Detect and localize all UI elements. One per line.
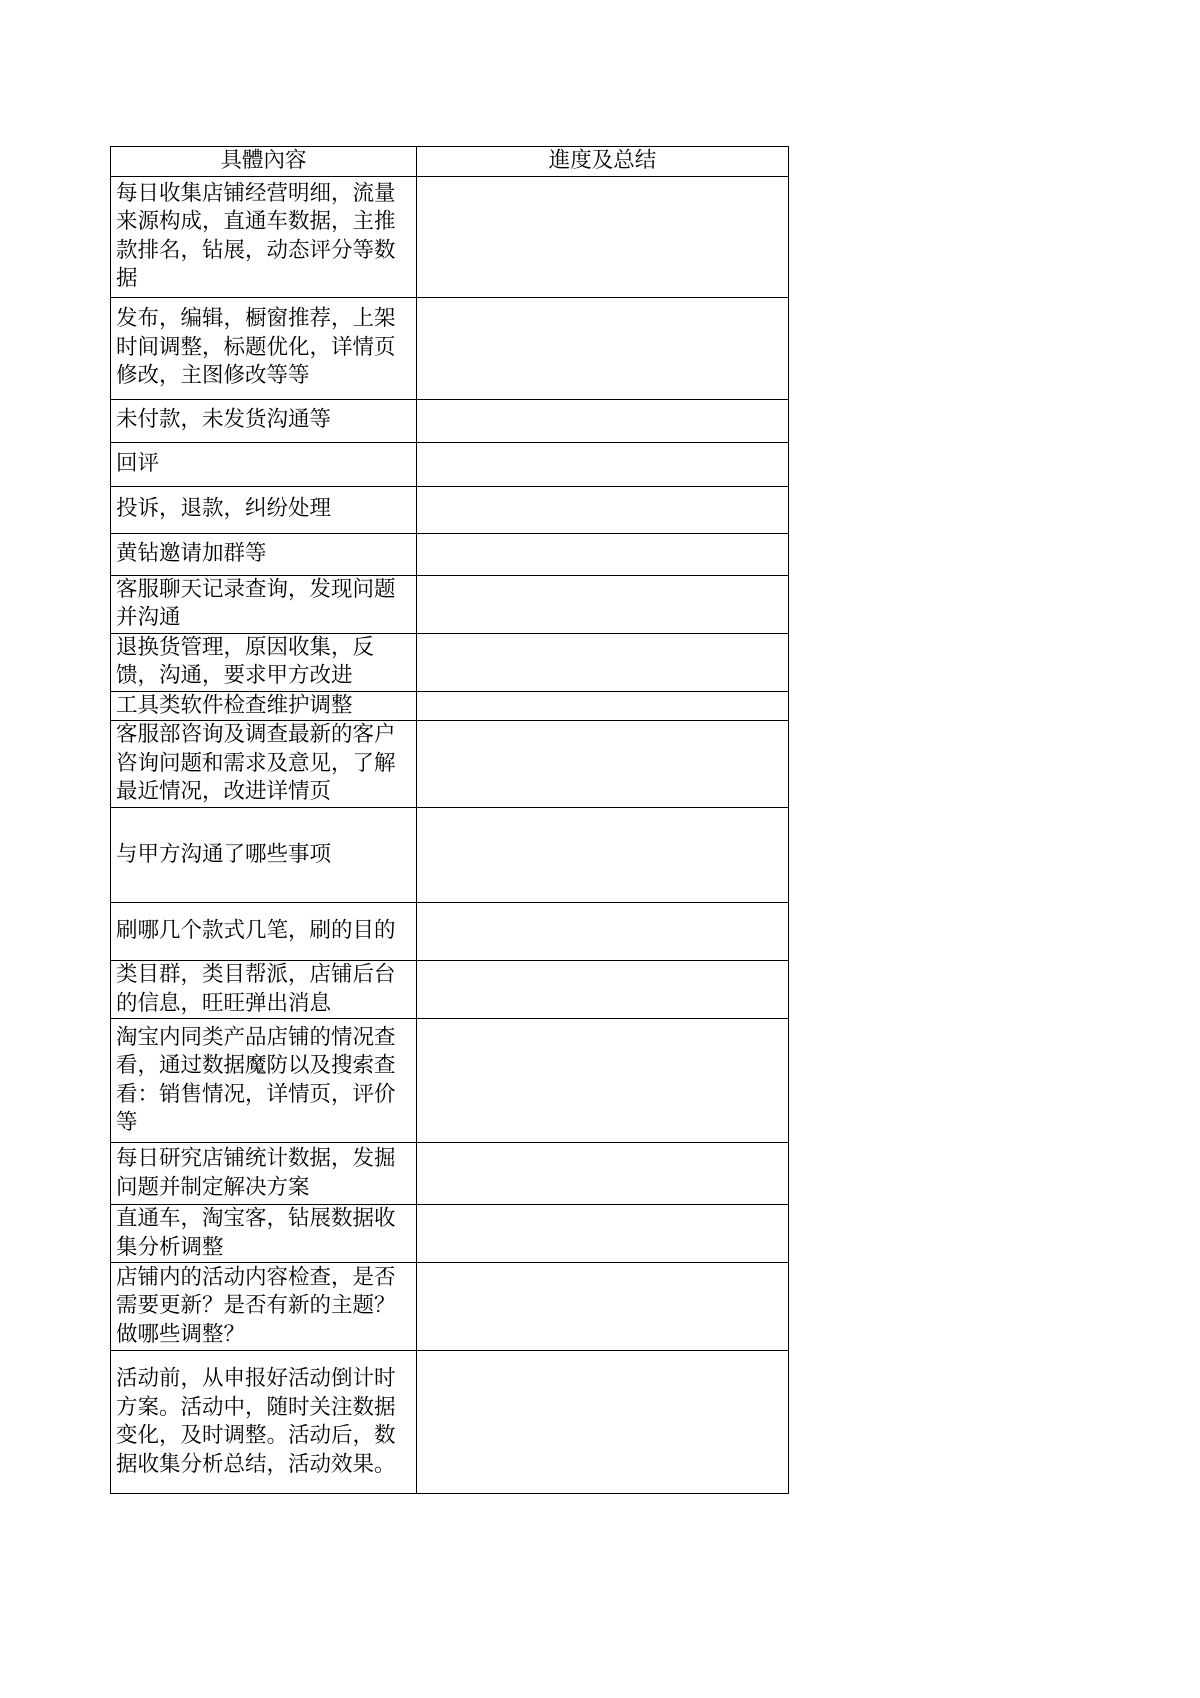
content-cell: 直通车，淘宝客，钻展数据收集分析调整 — [111, 1205, 417, 1263]
progress-cell[interactable] — [417, 533, 789, 575]
progress-cell[interactable] — [417, 399, 789, 442]
progress-cell[interactable] — [417, 575, 789, 633]
table-row — [111, 961, 789, 1019]
content-cell: 未付款，未发货沟通等 — [111, 399, 417, 442]
content-cell: 活动前，从申报好活动倒计时方案。活动中，随时关注数据变化，及时调整。活动后，数据收集分析总结，活动效果。 — [111, 1351, 417, 1494]
table-row — [111, 903, 789, 961]
progress-cell[interactable] — [417, 808, 789, 903]
table-row — [111, 1143, 789, 1205]
table-header-row — [111, 147, 789, 177]
table-row — [111, 442, 789, 486]
progress-cell[interactable] — [417, 176, 789, 297]
table-row — [111, 176, 789, 297]
table-row — [111, 721, 789, 808]
progress-cell[interactable] — [417, 1351, 789, 1494]
content-cell: 投诉，退款，纠纷处理 — [111, 486, 417, 533]
work-content-table — [110, 146, 789, 1494]
content-cell: 回评 — [111, 442, 417, 486]
table-row — [111, 1351, 789, 1494]
table-row — [111, 1205, 789, 1263]
content-cell: 退换货管理，原因收集，反馈，沟通，要求甲方改进 — [111, 633, 417, 691]
header-content: 具體內容 — [111, 147, 417, 177]
progress-cell[interactable] — [417, 442, 789, 486]
table-row — [111, 808, 789, 903]
progress-cell[interactable] — [417, 691, 789, 721]
table-row — [111, 575, 789, 633]
table-row — [111, 486, 789, 533]
progress-cell[interactable] — [417, 1019, 789, 1143]
progress-cell[interactable] — [417, 1143, 789, 1205]
content-cell: 淘宝内同类产品店铺的情况查看，通过数据魔防以及搜索查看：销售情况，详情页，评价等 — [111, 1019, 417, 1143]
progress-cell[interactable] — [417, 633, 789, 691]
progress-cell[interactable] — [417, 961, 789, 1019]
table-row — [111, 633, 789, 691]
table-row — [111, 533, 789, 575]
content-cell: 每日收集店铺经营明细，流量来源构成，直通车数据，主推款排名，钻展，动态评分等数据 — [111, 176, 417, 297]
content-cell: 工具类软件检查维护调整 — [111, 691, 417, 721]
table-row — [111, 399, 789, 442]
content-cell: 刷哪几个款式几笔，刷的目的 — [111, 903, 417, 961]
progress-cell[interactable] — [417, 1205, 789, 1263]
content-cell: 发布，编辑，橱窗推荐，上架时间调整，标题优化，详情页修改，主图修改等等 — [111, 297, 417, 399]
header-progress-summary: 進度及总结 — [417, 147, 789, 177]
content-cell: 类目群，类目帮派，店铺后台的信息，旺旺弹出消息 — [111, 961, 417, 1019]
progress-cell[interactable] — [417, 721, 789, 808]
progress-cell[interactable] — [417, 486, 789, 533]
content-cell: 每日研究店铺统计数据，发掘问题并制定解决方案 — [111, 1143, 417, 1205]
table-row — [111, 1019, 789, 1143]
table-row — [111, 691, 789, 721]
progress-cell[interactable] — [417, 297, 789, 399]
content-cell: 店铺内的活动内容检查，是否需要更新？是否有新的主题？做哪些调整？ — [111, 1263, 417, 1351]
content-cell: 客服聊天记录查询，发现问题并沟通 — [111, 575, 417, 633]
table-row — [111, 297, 789, 399]
progress-cell[interactable] — [417, 903, 789, 961]
progress-cell[interactable] — [417, 1263, 789, 1351]
content-cell: 与甲方沟通了哪些事项 — [111, 808, 417, 903]
table-row — [111, 1263, 789, 1351]
content-cell: 客服部咨询及调查最新的客户咨询问题和需求及意见，了解最近情况，改进详情页 — [111, 721, 417, 808]
content-cell: 黄钻邀请加群等 — [111, 533, 417, 575]
